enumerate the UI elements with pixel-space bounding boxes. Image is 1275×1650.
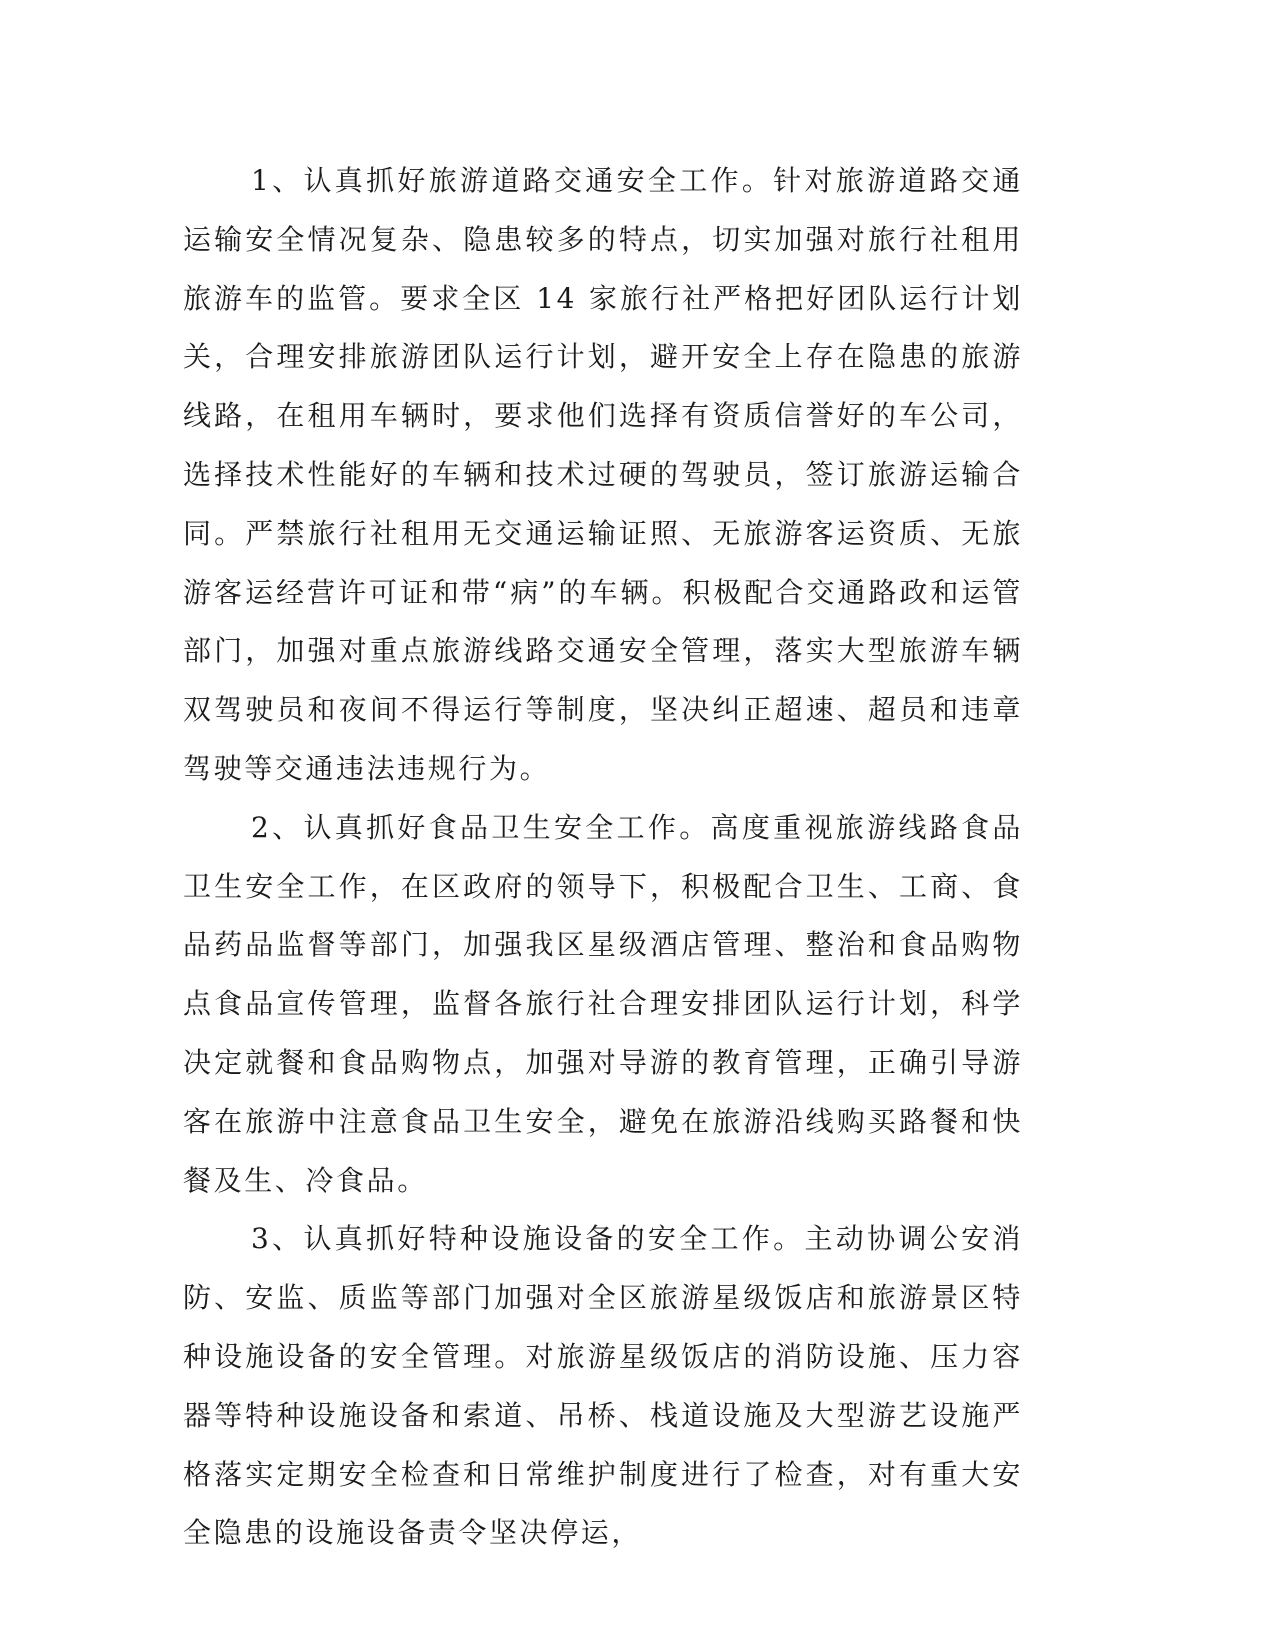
paragraph-road-traffic-safety: 1、认真抓好旅游道路交通安全工作。针对旅游道路交通运输安全情况复杂、隐患较多的特点，切实加强对旅行社租用旅游车的监管。要求全区 14 家旅行社严格把好团队运行计划关，合理安排旅游团队运行计划，避开安全上存在隐患的旅游线路，在租用车辆时，要求他们选择有资质信誉好的车公司，选择技术性能好的车辆和技术过硬的驾驶员，签订旅游运输合同。严禁旅行社租用无交通运输证照、无旅游客运资质、无旅游客运经营许可证和带“病”的车辆。积极配合交通路政和运管部门，加强对重点旅游线路交通安全管理，落实大型旅游车辆双驾驶员和夜间不得运行等制度，坚决纠正超速、超员和违章驾驶等交通违法违规行为。 [183,164,1023,785]
paragraph-food-hygiene-safety: 2、认真抓好食品卫生安全工作。高度重视旅游线路食品卫生安全工作，在区政府的领导下，积极配合卫生、工商、食品药品监督等部门，加强我区星级酒店管理、整治和食品购物点食品宣传管理，监督各旅行社合理安排团队运行计划，科学决定就餐和食品购物点，加强对导游的教育管理，正确引导游客在旅游中注意食品卫生安全，避免在旅游沿线购买路餐和快餐及生、冷食品。 [183,810,1023,1197]
paragraph-special-equipment-safety: 3、认真抓好特种设施设备的安全工作。主动协调公安消防、安监、质监等部门加强对全区旅游星级饭店和旅游景区特种设施设备的安全管理。对旅游星级饭店的消防设施、压力容器等特种设施设备和索道、吊桥、栈道设施及大型游艺设施严格落实定期安全检查和日常维护制度进行了检查，对有重大安全隐患的设施设备责令坚决停运， [183,1222,1023,1550]
document-body [183,152,1023,1563]
